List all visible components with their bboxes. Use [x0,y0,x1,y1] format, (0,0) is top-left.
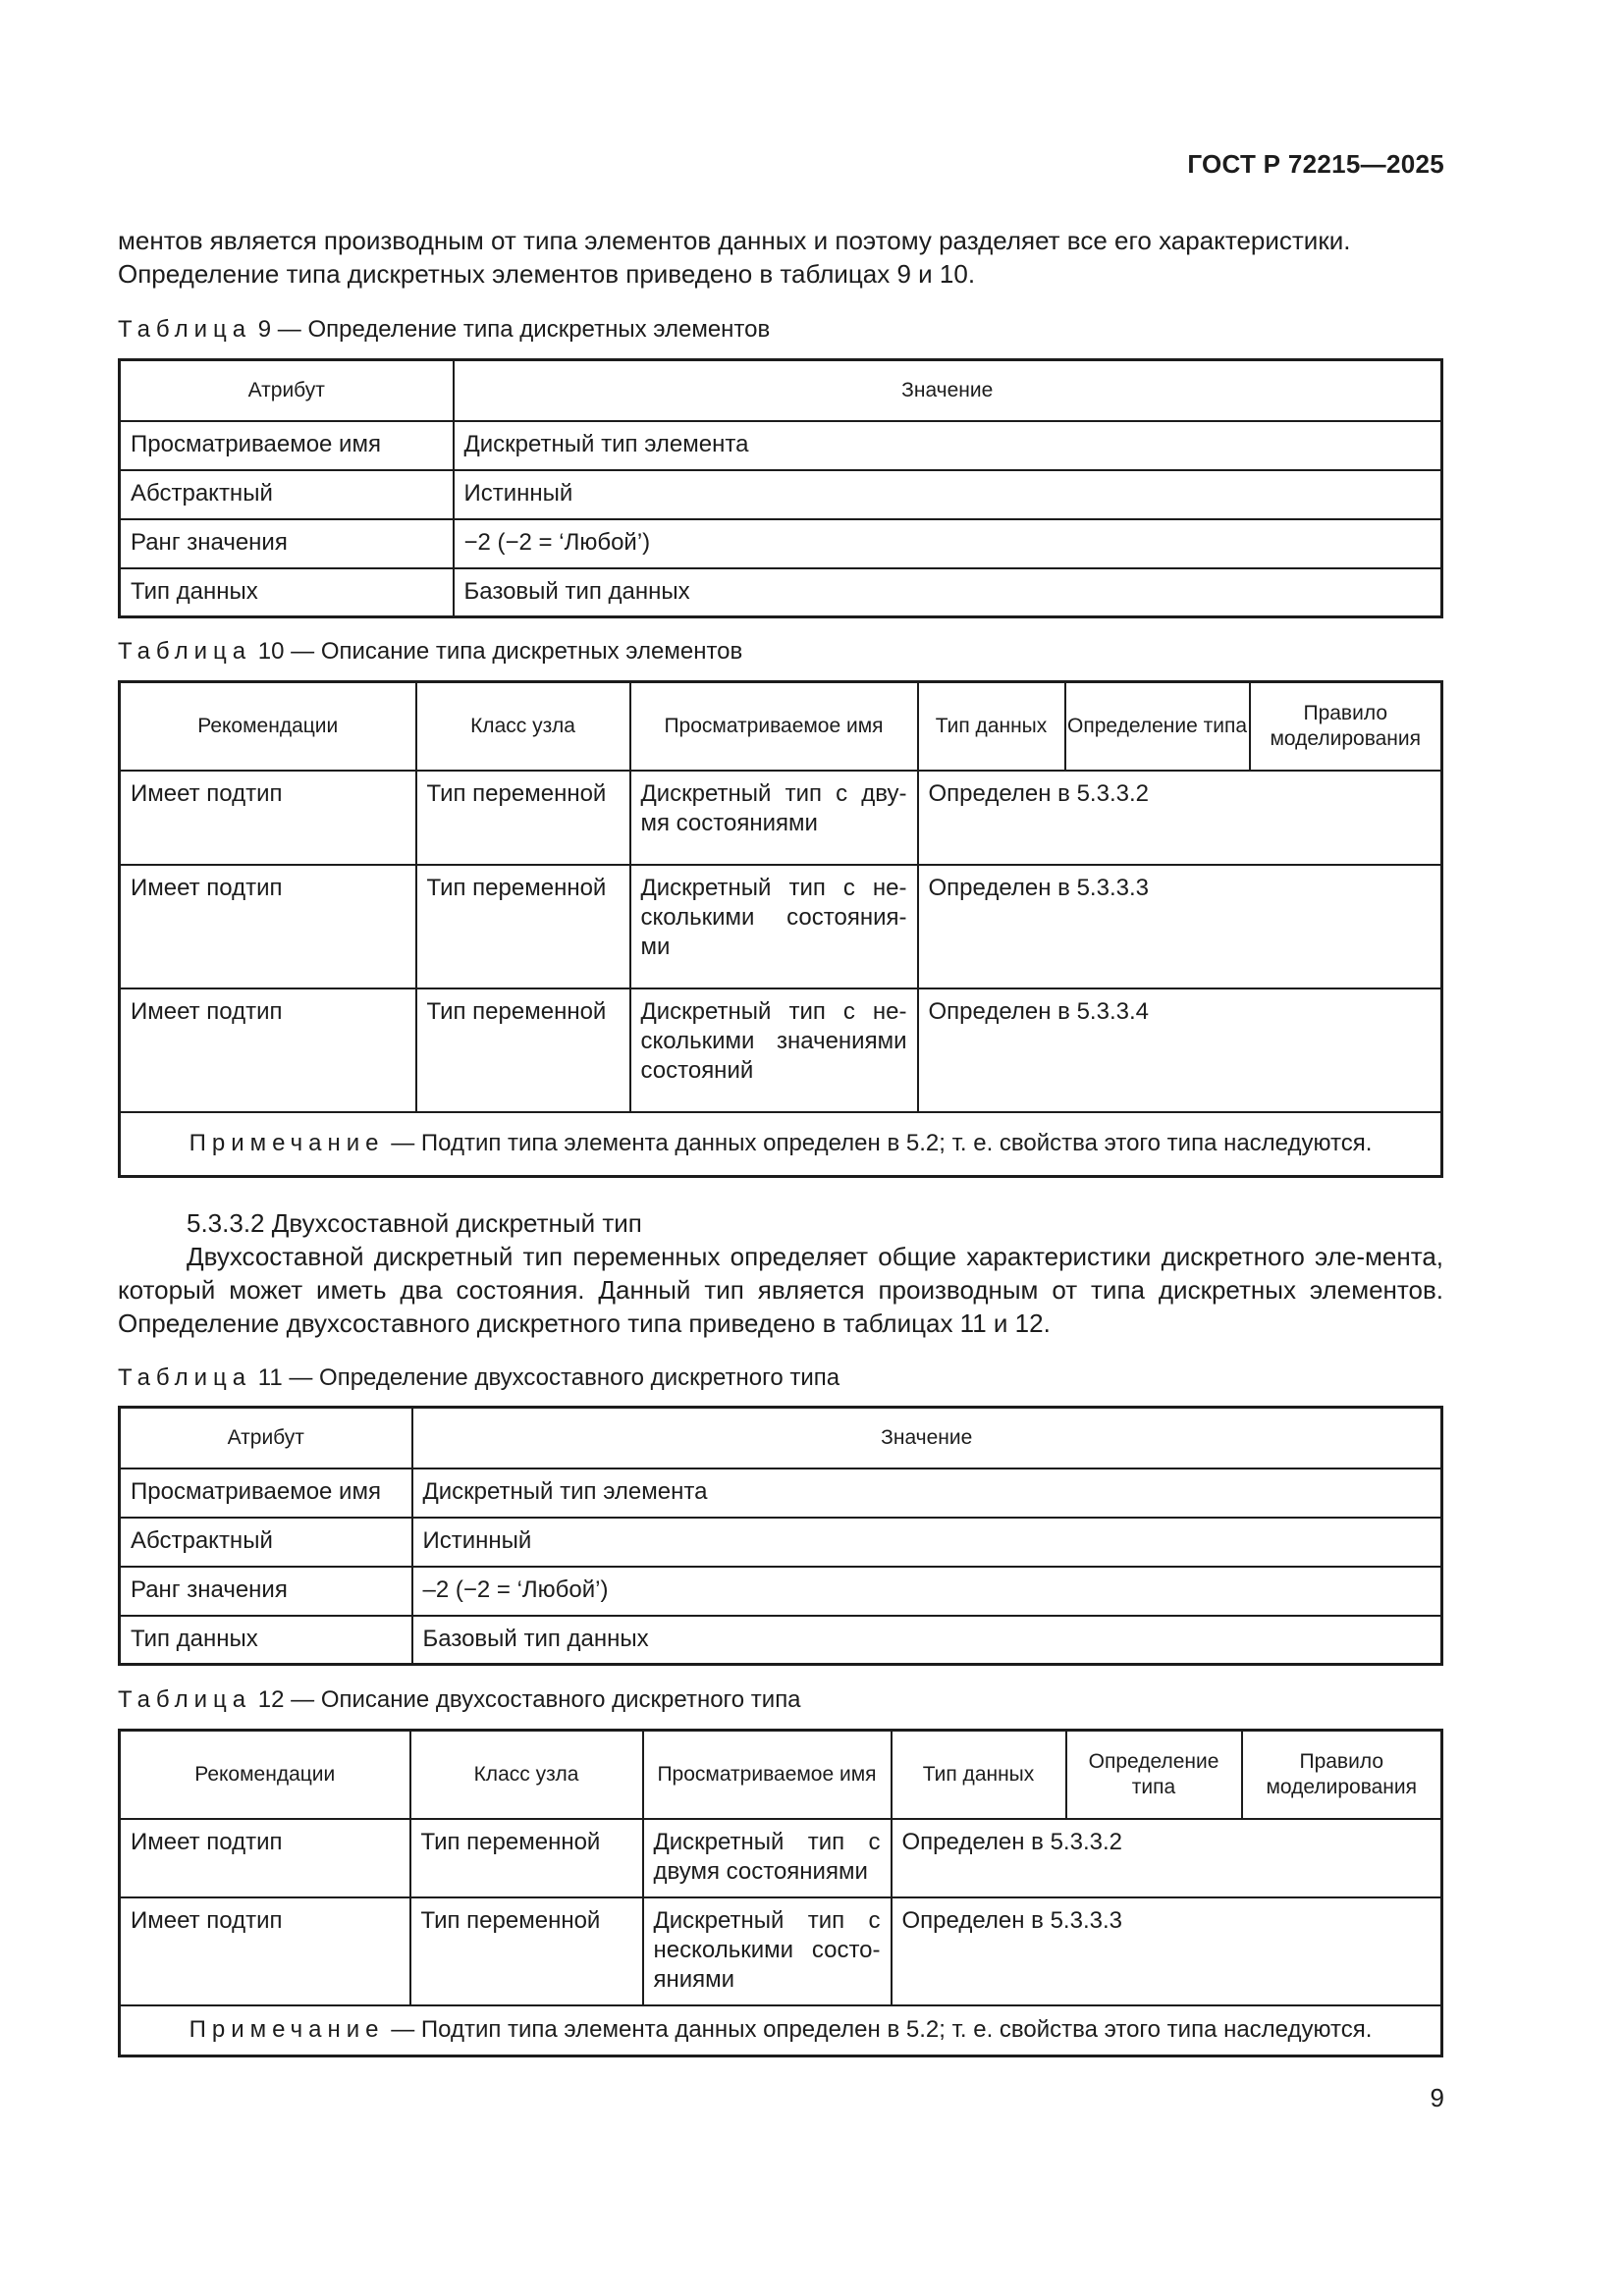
table-cell: Базовый тип данных [454,568,1442,617]
table-cell: Тип переменной [416,865,630,988]
table-cell: –2 (−2 = ‘Любой’) [412,1567,1442,1616]
table-cell: Определен в 5.3.3.2 [892,1819,1442,1897]
intro-paragraph [118,224,1443,291]
document-header: ГОСТ Р 72215—2025 [1187,149,1444,179]
table-cell: Определен в 5.3.3.4 [918,988,1442,1112]
table-row [120,988,1442,1112]
note-label: Примечание [189,2016,385,2044]
section-5-3-3-2 [118,1206,1443,1340]
column-header: Определение типа [1065,682,1250,771]
table12-caption [118,1686,801,1714]
table-row [120,1616,1442,1665]
table11-caption [118,1364,839,1392]
caption-label: Таблица [118,1364,252,1391]
caption-title: 11 — Определение двухсоставного дискретного типа [257,1364,840,1391]
table-cell: Ранг значения [120,1567,412,1616]
table-row [120,1518,1442,1567]
column-header: Рекомендации [120,1731,410,1819]
table-9 [118,358,1443,618]
table-cell: Истинный [412,1518,1442,1567]
table-cell: Тип данных [120,568,454,617]
table-row [120,1819,1442,1897]
table-11 [118,1406,1443,1666]
table-row [120,519,1442,568]
caption-title: 12 — Описание двухсоставного дискретного типа [257,1686,801,1713]
note-label: Примечание [189,1130,385,1157]
table-cell: Дискретный тип с двумя состояниями [643,1819,892,1897]
table-cell: Базовый тип данных [412,1616,1442,1665]
column-header: Определение типа [1066,1731,1242,1819]
table-cell: −2 (−2 = ‘Любой’) [454,519,1442,568]
table-row [120,568,1442,617]
table-cell: Просматриваемое имя [120,1468,412,1518]
table-row [120,1567,1442,1616]
section-paragraph: Двухсоставной дискретный тип переменных определяет общие характеристики дискретного эле-мента, который может иметь два состояния. Данный тип является производным от типа дискретных элементов. Определение двухсоставного дискретного типа приведено в таблицах 11 и 12. [118,1242,1443,1338]
table-header-row [120,1408,1442,1468]
column-header: Правило моделирования [1250,682,1442,771]
table9-caption [118,316,770,344]
column-header: Правило моделирования [1242,1731,1442,1819]
column-header: Рекомендации [120,682,416,771]
table-cell: Определен в 5.3.3.3 [892,1897,1442,2005]
table-cell: Дискретный тип с несколькими состо-яниями [643,1897,892,2005]
table-cell: Тип переменной [416,988,630,1112]
column-header: Просматриваемое имя [630,682,918,771]
table-cell: Тип данных [120,1616,412,1665]
table-cell: Истинный [454,470,1442,519]
column-header: Класс узла [416,682,630,771]
intro-line-1: ментов является производным от типа элементов данных и поэтому разделяет все его характеристики. [118,226,1351,255]
intro-line-2: Определение типа дискретных элементов приведено в таблицах 9 и 10. [118,259,976,289]
table-cell: Ранг значения [120,519,454,568]
column-header: Тип данных [918,682,1065,771]
column-header: Атрибут [120,1408,412,1468]
table-cell: Определен в 5.3.3.2 [918,771,1442,865]
table-10 [118,680,1443,1178]
table-cell: Тип переменной [410,1819,643,1897]
table-cell: Дискретный тип с не-сколькими значениями состояний [630,988,918,1112]
caption-title: 10 — Описание типа дискретных элементов [257,638,743,665]
table-note-row [120,2005,1442,2056]
column-header: Значение [412,1408,1442,1468]
table10-caption [118,638,742,666]
table-cell: Тип переменной [410,1897,643,2005]
section-heading: 5.3.3.2 Двухсоставной дискретный тип [187,1208,642,1238]
note-text: — Подтип типа элемента данных определен в 5.2; т. е. свойства этого типа наследуются. [391,2016,1373,2044]
table-row [120,771,1442,865]
column-header: Просматриваемое имя [643,1731,892,1819]
table-cell: Абстрактный [120,470,454,519]
column-header: Значение [454,360,1442,421]
caption-title: 9 — Определение типа дискретных элементов [257,316,771,343]
table-cell: Дискретный тип с дву-мя состояниями [630,771,918,865]
table-row [120,1468,1442,1518]
table-cell: Дискретный тип элемента [412,1468,1442,1518]
table-header-row [120,682,1442,771]
table-note [120,2005,1442,2056]
table-12 [118,1729,1443,2057]
column-header: Тип данных [892,1731,1066,1819]
table-cell: Просматриваемое имя [120,421,454,470]
table-row [120,865,1442,988]
table-header-row [120,1731,1442,1819]
column-header: Атрибут [120,360,454,421]
table-row [120,1897,1442,2005]
table-cell: Определен в 5.3.3.3 [918,865,1442,988]
table-cell: Имеет подтип [120,1897,410,2005]
table-cell: Имеет подтип [120,771,416,865]
table-cell: Абстрактный [120,1518,412,1567]
table-row [120,470,1442,519]
table-cell: Дискретный тип с не-сколькими состояния-ми [630,865,918,988]
table-row [120,421,1442,470]
page-number: 9 [1430,2083,1444,2112]
caption-label: Таблица [118,638,252,665]
caption-label: Таблица [118,1686,252,1713]
table-note-row [120,1112,1442,1177]
table-header-row [120,360,1442,421]
table-cell: Имеет подтип [120,988,416,1112]
caption-label: Таблица [118,316,252,343]
table-cell: Имеет подтип [120,1819,410,1897]
table-cell: Дискретный тип элемента [454,421,1442,470]
column-header: Класс узла [410,1731,643,1819]
note-text: — Подтип типа элемента данных определен в 5.2; т. е. свойства этого типа наследуются. [391,1130,1373,1157]
table-cell: Тип переменной [416,771,630,865]
table-note [120,1112,1442,1177]
table-cell: Имеет подтип [120,865,416,988]
